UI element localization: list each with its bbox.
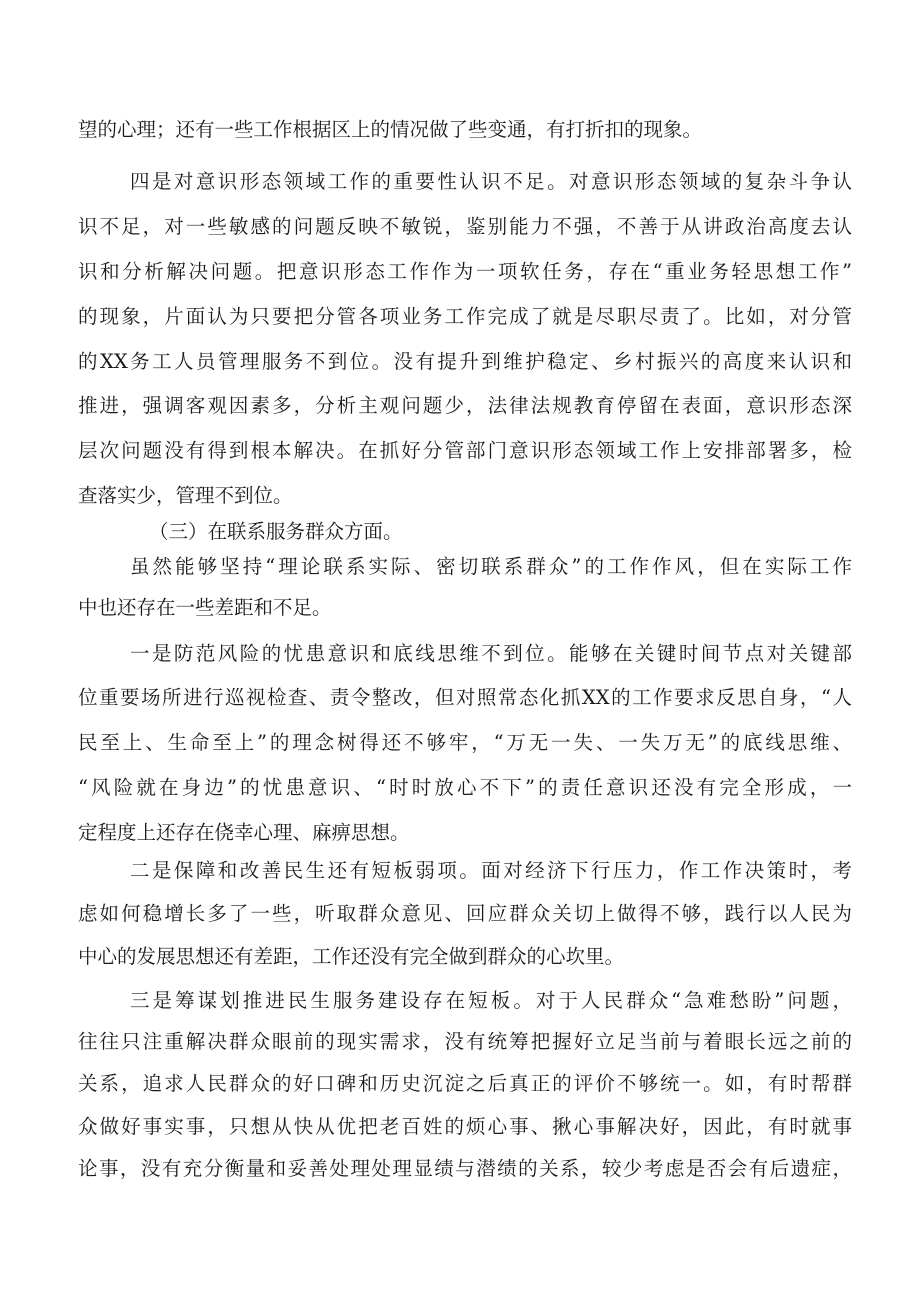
paragraph-first-line: 虽然能够坚持“理论联系实际、密切联系群众”的工作作风，但在实际工作 bbox=[130, 555, 852, 578]
text-line: 论事，没有充分衡量和妥善处理处理显绩与潜绩的关系，较少考虑是否会有后遗症， bbox=[78, 1157, 852, 1180]
paragraph-first-line: 一是防范风险的忧患意识和底线思维不到位。能够在关键时间节点对关键部 bbox=[130, 642, 852, 665]
section-heading: （三）在联系服务群众方面。 bbox=[149, 520, 403, 543]
text-line: 识和分析解决问题。把意识形态工作作为一项软任务，存在“重业务轻思想工作” bbox=[78, 260, 852, 283]
text-line: 定程度上还存在侥幸心理、麻痹思想。 bbox=[78, 821, 410, 844]
text-line: 众做好事实事，只想从快从优把老百姓的烦心事、揪心事解决好，因此，有时就事 bbox=[78, 1115, 852, 1138]
paragraph-first-line: 三是筹谋划推进民生服务建设存在短板。对于人民群众“急难愁盼”问题， bbox=[130, 989, 852, 1012]
text-line: 查落实少，管理不到位。 bbox=[78, 484, 293, 507]
text-line: 推进，强调客观因素多，分析主观问题少，法律法规教育停留在表面，意识形态深 bbox=[78, 394, 852, 417]
text-line: 关系，追求人民群众的好口碑和历史沉淀之后真正的评价不够统一。如，有时帮群 bbox=[78, 1072, 852, 1095]
text-line: 的现象，片面认为只要把分管各项业务工作完成了就是尽职尽责了。比如，对分管 bbox=[78, 305, 852, 328]
text-line: 的XX务工人员管理服务不到位。没有提升到维护稳定、乡村振兴的高度来认识和 bbox=[78, 350, 852, 373]
paragraph-first-line: 四是对意识形态领域工作的重要性认识不足。对意识形态领域的复杂斗争认 bbox=[130, 170, 852, 193]
paragraph-first-line: 二是保障和改善民生还有短板弱项。面对经济下行压力，作工作决策时，考 bbox=[130, 859, 852, 882]
text-line: 民至上、生命至上”的理念树得还不够牢，“万无一失、一失万无”的底线思维、 bbox=[78, 731, 852, 754]
text-line: 往往只注重解决群众眼前的现实需求，没有统筹把握好立足当前与着眼长远之前的 bbox=[78, 1030, 852, 1053]
text-line: 位重要场所进行巡视检查、责令整改，但对照常态化抓XX的工作要求反思自身，“人 bbox=[78, 686, 852, 709]
text-line: 层次问题没有得到根本解决。在抓好分管部门意识形态领域工作上安排部署多，检 bbox=[78, 439, 852, 462]
text-line: “风险就在身边”的忧患意识、“时时放心不下”的责任意识还没有完全形成，一 bbox=[78, 776, 852, 799]
text-line: 识不足，对一些敏感的问题反映不敏锐，鉴别能力不强，不善于从讲政治高度去认 bbox=[78, 215, 852, 238]
text-line: 望的心理；还有一些工作根据区上的情况做了些变通，有打折扣的现象。 bbox=[78, 118, 703, 141]
text-line: 中也还存在一些差距和不足。 bbox=[78, 596, 332, 619]
text-line: 虑如何稳增长多了一些，听取群众意见、回应群众关切上做得不够，践行以人民为 bbox=[78, 902, 852, 925]
text-line: 中心的发展思想还有差距，工作还没有完全做到群众的心坎里。 bbox=[78, 945, 625, 968]
